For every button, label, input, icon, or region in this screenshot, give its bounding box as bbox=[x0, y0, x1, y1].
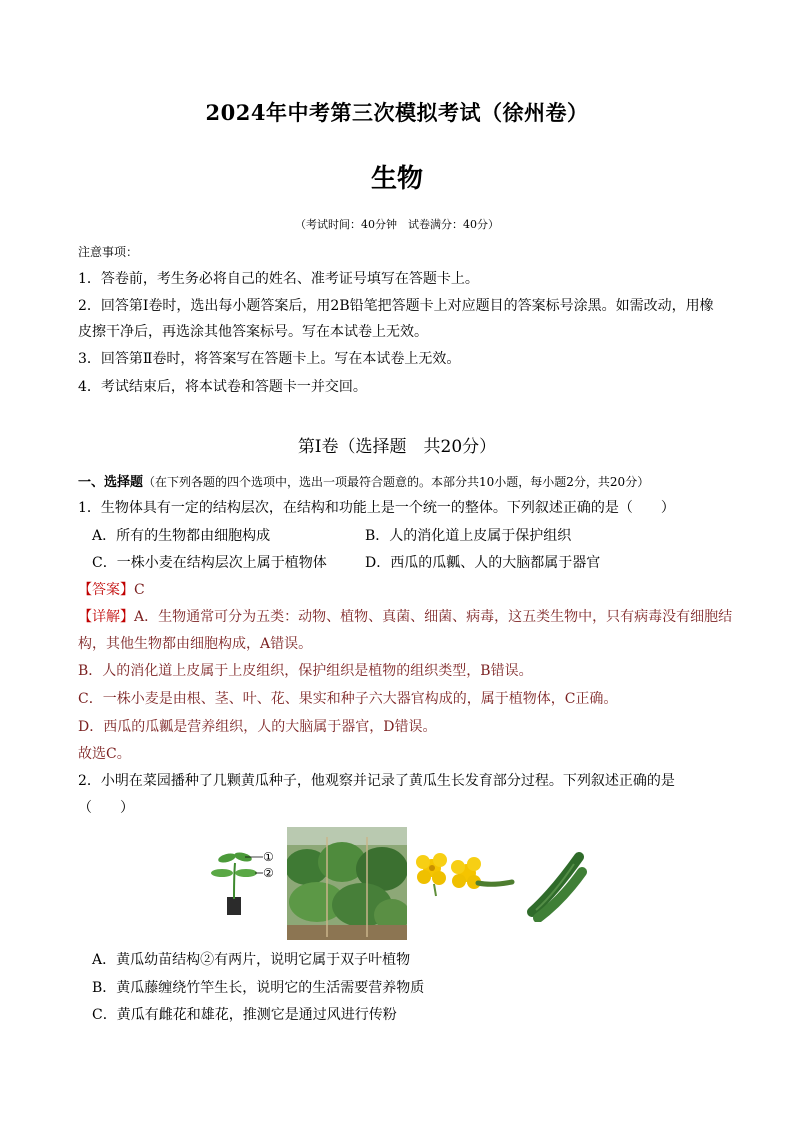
detail-text-1: A．生物通常可分为五类：动物、植物、真菌、细菌、病毒，这五类生物中，只有病毒没有细胞结 bbox=[134, 609, 733, 625]
q1-detail-line-3: B．人的消化道上皮属于上皮组织，保护组织是植物的组织类型，B错误。 bbox=[78, 663, 533, 679]
instruction-label: 一、选择题 bbox=[78, 475, 144, 490]
detail-label: 【详解】 bbox=[78, 609, 134, 625]
q2-stem-line-2: （ ） bbox=[78, 800, 134, 816]
q1-detail-line-2: 构，其他生物都由细胞构成，A错误。 bbox=[78, 636, 313, 652]
q2-option-c: C．黄瓜有雌花和雄花，推测它是通过风进行传粉 bbox=[92, 1007, 397, 1023]
q2-option-b: B．黄瓜藤缠绕竹竿生长，说明它的生活需要营养物质 bbox=[92, 980, 425, 996]
female-flower-icon bbox=[451, 857, 512, 889]
answer-label: 【答案】 bbox=[78, 582, 134, 598]
notice-item-2-cont: 皮擦干净后，再选涂其他答案标号。写在本试卷上无效。 bbox=[78, 324, 428, 340]
male-flower-icon bbox=[416, 853, 447, 896]
label-2: ② bbox=[263, 866, 274, 880]
q2-option-a: A．黄瓜幼苗结构②有两片，说明它属于双子叶植物 bbox=[92, 952, 411, 968]
notice-item-3: 3．回答第Ⅱ卷时，将答案写在答题卡上。写在本试卷上无效。 bbox=[78, 351, 461, 367]
answer-value: C bbox=[134, 582, 145, 598]
section-title: 第Ⅰ卷（选择题 共20分） bbox=[297, 437, 497, 457]
notice-item-4: 4．考试结束后，将本试卷和答题卡一并交回。 bbox=[78, 379, 367, 395]
exam-title: 2024年中考第三次模拟考试（徐州卷） bbox=[205, 100, 589, 125]
q1-option-a: A．所有的生物都由细胞构成 bbox=[92, 528, 271, 544]
q1-detail-line-1 bbox=[78, 607, 732, 627]
q1-stem: 1．生物体具有一定的结构层次，在结构和功能上是一个统一的整体。下列叙述正确的是（ ） bbox=[78, 500, 675, 516]
q1-detail-line-4: C．一株小麦是由根、茎、叶、花、果实和种子六大器官构成的，属于植物体，C正确。 bbox=[78, 691, 618, 707]
instruction-text: （在下列各题的四个选项中，选出一项最符合题意的。本部分共10小题，每小题2分，共20分） bbox=[143, 475, 650, 489]
seedling-figure bbox=[205, 845, 285, 917]
label-1: ① bbox=[263, 850, 274, 864]
q1-detail-line-5: D．西瓜的瓜瓤是营养组织，人的大脑属于器官，D错误。 bbox=[78, 719, 437, 735]
q1-option-c: C．一株小麦在结构层次上属于植物体 bbox=[92, 555, 327, 571]
q1-option-b: B．人的消化道上皮属于保护组织 bbox=[365, 528, 572, 544]
q1-answer bbox=[78, 580, 145, 600]
q1-conclusion: 故选C。 bbox=[78, 746, 131, 762]
exam-meta: （考试时间：40分钟 试卷满分：40分） bbox=[295, 218, 499, 231]
q1-option-d: D．西瓜的瓜瓤、人的大脑都属于器官 bbox=[365, 555, 601, 571]
notice-heading: 注意事项： bbox=[78, 245, 139, 259]
notice-item-1: 1．答卷前，考生务必将自己的姓名、准考证号填写在答题卡上。 bbox=[78, 271, 479, 287]
cucumber-figure bbox=[524, 852, 588, 922]
notice-item-2: 2．回答第Ⅰ卷时，选出每小题答案后，用2B铅笔把答题卡上对应题目的答案标号涂黑。如需改动，用橡 bbox=[78, 298, 714, 314]
vine-photo bbox=[287, 827, 407, 940]
cucumber-flowers-figure bbox=[412, 848, 522, 903]
section-instruction bbox=[78, 471, 649, 490]
q2-stem-line-1: 2．小明在菜园播种了几颗黄瓜种子，他观察并记录了黄瓜生长发育部分过程。下列叙述正确的是 bbox=[78, 773, 675, 789]
subject-title: 生物 bbox=[370, 164, 423, 194]
